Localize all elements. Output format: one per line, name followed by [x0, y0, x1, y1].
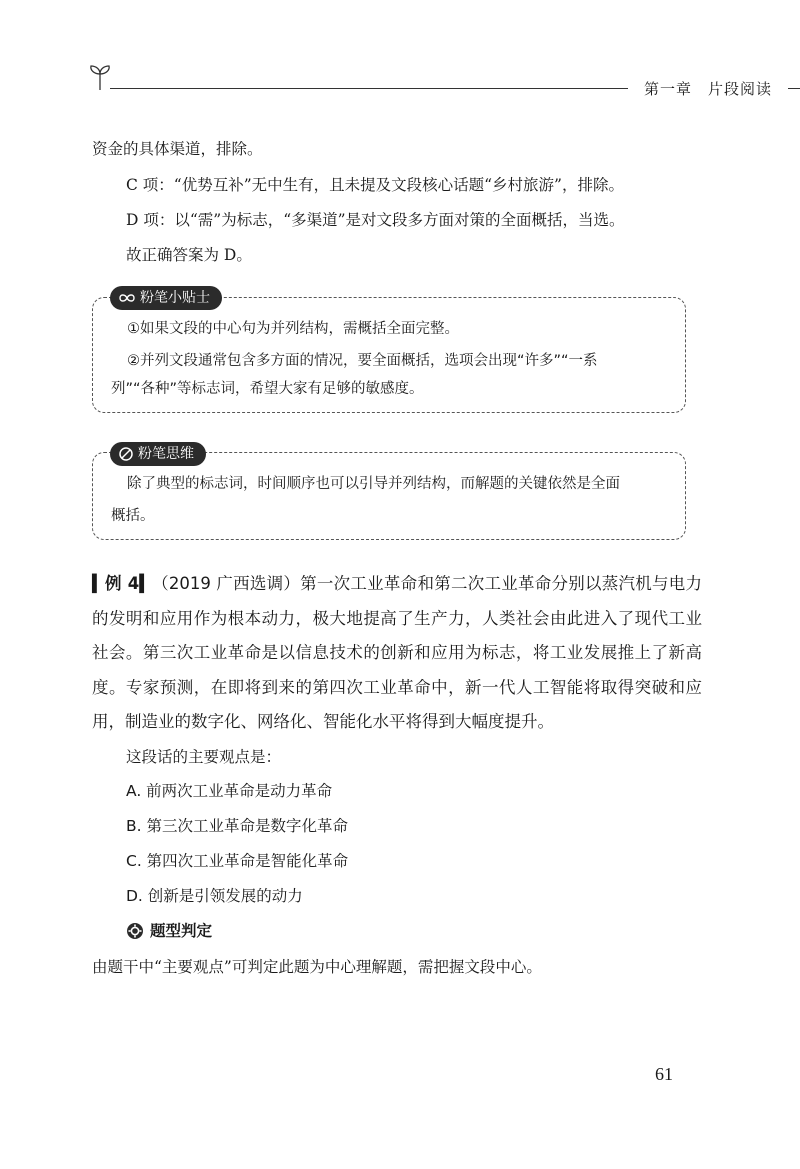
thinking-line-1: 除了典型的标志词，时间顺序也可以引导并列结构，而解题的关键依然是全面 — [127, 476, 620, 492]
thinking-badge — [110, 442, 206, 466]
tip-item-2-line-2: 列”“各种”等标志词，希望大家有足够的敏感度。 — [111, 381, 424, 397]
tip-box — [92, 297, 686, 413]
answer-line: 故正确答案为 D。 — [126, 246, 252, 264]
tip-item-2-line-1: ②并列文段通常包含多方面的情况，要全面概括，选项会出现“许多”“一系 — [127, 353, 598, 369]
chapter-title: 第一章 片段阅读 — [644, 80, 773, 98]
infinity-icon — [118, 292, 136, 304]
tip-badge — [110, 286, 222, 310]
option-d: D. 创新是引领发展的动力 — [126, 887, 303, 905]
option-a: A. 前两次工业革命是动力革命 — [126, 782, 333, 800]
tip-item-1: ①如果文段的中心句为并列结构，需概括全面完整。 — [127, 321, 459, 337]
example-label-close: ▍ — [139, 574, 152, 593]
body-line-1: 资金的具体渠道，排除。 — [92, 140, 263, 158]
tip-title: 粉笔小贴士 — [140, 290, 210, 306]
judge-text: 由题干中“主要观点”可判定此题为中心理解题，需把握文段中心。 — [92, 958, 542, 976]
no-sign-icon — [118, 446, 134, 462]
option-b: B. 第三次工业革命是数字化革命 — [126, 817, 348, 835]
option-c: C. 第四次工业革命是智能化革命 — [126, 852, 349, 870]
example-label-open: ▍ — [92, 574, 105, 593]
gear-icon — [126, 922, 144, 940]
option-c-analysis: C 项：“优势互补”无中生有，且未提及文段核心话题“乡村旅游”，排除。 — [126, 176, 624, 194]
judge-title: 题型判定 — [150, 922, 213, 940]
thinking-title: 粉笔思维 — [138, 446, 194, 462]
header-rule-left — [110, 88, 628, 89]
page-header — [88, 62, 788, 102]
example-question: 这段话的主要观点是： — [126, 748, 282, 766]
header-rule-right — [788, 88, 800, 89]
example-label: 例 4 — [104, 574, 140, 593]
option-d-analysis: D 项：以“需”为标志，“多渠道”是对文段多方面对策的全面概括，当选。 — [126, 211, 625, 229]
sprout-icon — [88, 62, 112, 92]
example-4 — [92, 567, 702, 740]
page-number: 61 — [655, 1064, 673, 1084]
example-text: （2019 广西选调）第一次工业革命和第二次工业革命分别以蒸汽机与电力的发明和应用作为根本动力，极大地提高了生产力，人类社会由此进入了现代工业社会。第三次工业革命是以信息技术的创新和应用为标志，将工业发展推上了新高度。专家预测，在即将到来的第四次工业革命中，新一代人工智能将取得突破和应用，制造业的数字化、网络化、智能化水平将得到大幅度提升。 — [92, 574, 702, 731]
thinking-line-2: 概括。 — [111, 508, 155, 524]
